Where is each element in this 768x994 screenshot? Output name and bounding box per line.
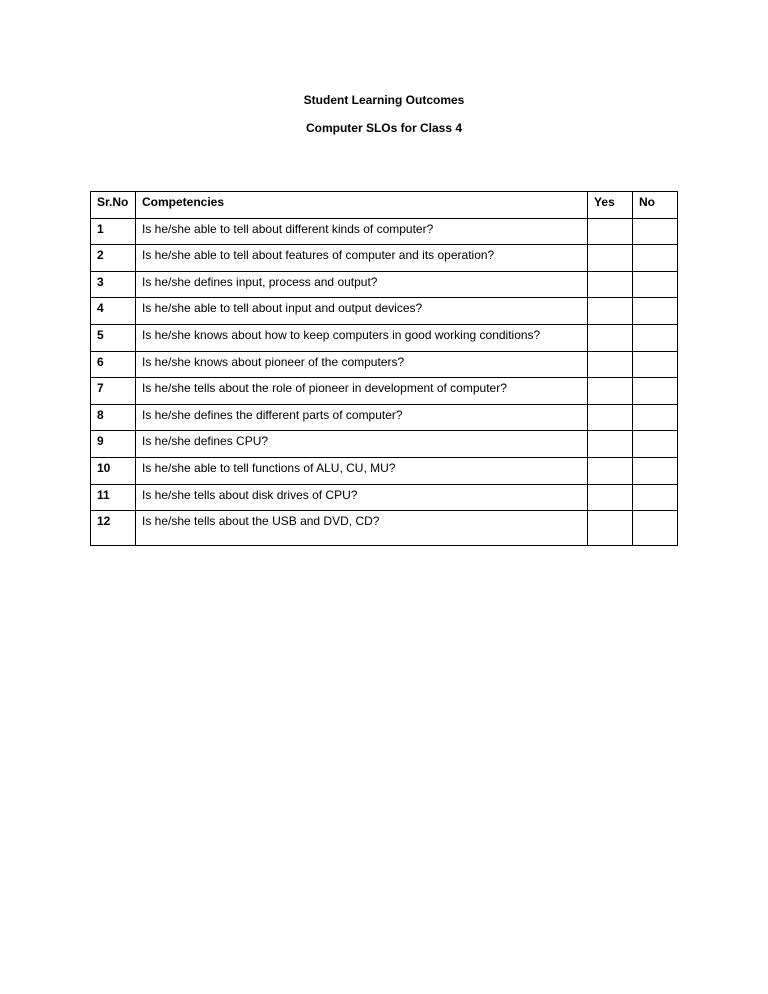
table-row — [91, 245, 678, 272]
row-number: 10 — [91, 457, 136, 484]
no-cell[interactable] — [633, 351, 678, 378]
competency-text: Is he/she tells about the USB and DVD, CD? — [135, 511, 587, 546]
table-row — [91, 511, 678, 546]
no-cell[interactable] — [633, 271, 678, 298]
no-cell[interactable] — [633, 457, 678, 484]
header-sr-no: Sr.No — [91, 192, 136, 219]
yes-cell[interactable] — [588, 457, 633, 484]
row-number: 6 — [91, 351, 136, 378]
competency-text: Is he/she knows about how to keep computers in good working conditions? — [135, 324, 587, 351]
table-row — [91, 271, 678, 298]
row-number: 3 — [91, 271, 136, 298]
no-cell[interactable] — [633, 431, 678, 458]
no-cell[interactable] — [633, 245, 678, 272]
competency-text: Is he/she able to tell about features of computer and its operation? — [135, 245, 587, 272]
table-row — [91, 378, 678, 405]
table-row — [91, 404, 678, 431]
row-number: 1 — [91, 218, 136, 245]
table-row — [91, 298, 678, 325]
yes-cell[interactable] — [588, 378, 633, 405]
competency-text: Is he/she defines the different parts of computer? — [135, 404, 587, 431]
yes-cell[interactable] — [588, 431, 633, 458]
row-number: 8 — [91, 404, 136, 431]
no-cell[interactable] — [633, 298, 678, 325]
document-title: Student Learning Outcomes — [303, 93, 465, 107]
competency-text: Is he/she tells about disk drives of CPU? — [135, 484, 587, 511]
table-row — [91, 324, 678, 351]
yes-cell[interactable] — [588, 245, 633, 272]
table-row — [91, 218, 678, 245]
row-number: 11 — [91, 484, 136, 511]
no-cell[interactable] — [633, 218, 678, 245]
row-number: 9 — [91, 431, 136, 458]
row-number: 4 — [91, 298, 136, 325]
row-number: 7 — [91, 378, 136, 405]
header-competencies: Competencies — [135, 192, 587, 219]
table-header-row — [91, 192, 678, 219]
no-cell[interactable] — [633, 378, 678, 405]
table-row — [91, 457, 678, 484]
competency-text: Is he/she tells about the role of pioneer in development of computer? — [135, 378, 587, 405]
competency-text: Is he/she knows about pioneer of the computers? — [135, 351, 587, 378]
yes-cell[interactable] — [588, 271, 633, 298]
yes-cell[interactable] — [588, 351, 633, 378]
yes-cell[interactable] — [588, 218, 633, 245]
row-number: 12 — [91, 511, 136, 546]
competency-text: Is he/she defines input, process and output? — [135, 271, 587, 298]
competency-text: Is he/she defines CPU? — [135, 431, 587, 458]
document-subtitle: Computer SLOs for Class 4 — [305, 121, 463, 135]
row-number: 5 — [91, 324, 136, 351]
no-cell[interactable] — [633, 484, 678, 511]
header-no: No — [633, 192, 678, 219]
table-row — [91, 484, 678, 511]
table-row — [91, 351, 678, 378]
yes-cell[interactable] — [588, 511, 633, 546]
competency-text: Is he/she able to tell about input and output devices? — [135, 298, 587, 325]
competency-text: Is he/she able to tell functions of ALU, CU, MU? — [135, 457, 587, 484]
yes-cell[interactable] — [588, 484, 633, 511]
no-cell[interactable] — [633, 511, 678, 546]
no-cell[interactable] — [633, 404, 678, 431]
yes-cell[interactable] — [588, 298, 633, 325]
slo-table — [90, 191, 678, 546]
row-number: 2 — [91, 245, 136, 272]
header-yes: Yes — [588, 192, 633, 219]
competency-text: Is he/she able to tell about different kinds of computer? — [135, 218, 587, 245]
yes-cell[interactable] — [588, 404, 633, 431]
yes-cell[interactable] — [588, 324, 633, 351]
no-cell[interactable] — [633, 324, 678, 351]
table-row — [91, 431, 678, 458]
